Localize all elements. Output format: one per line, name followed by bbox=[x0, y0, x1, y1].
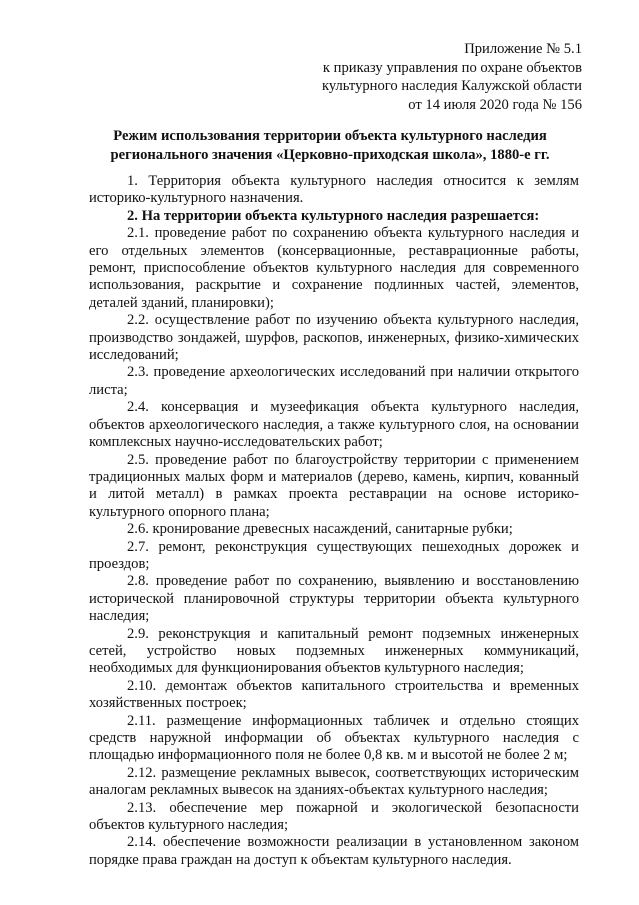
appendix-order-ref: к приказу управления по охране объектов bbox=[322, 59, 582, 76]
item-2-2: 2.2. осуществление работ по изучению объекта культурного наследия, производство зондажей, шурфов, раскопов, инженерных, физико-химических исследований; bbox=[89, 312, 579, 364]
document-title bbox=[70, 127, 590, 164]
appendix-block bbox=[322, 40, 582, 114]
item-2-13: 2.13. обеспечение мер пожарной и экологической безопасности объектов культурного наследия; bbox=[89, 799, 579, 834]
paragraph-1: 1. Территория объекта культурного наследия относится к землям историко-культурного назначения. bbox=[89, 173, 579, 207]
item-2-5: 2.5. проведение работ по благоустройству территории с применением традиционных малых форм и материалов (дерево, камень, кирпич, кованный и литой металл) в рамках проекта реставрации на основе историко-культурного опорного плана; bbox=[89, 451, 579, 520]
item-2-4: 2.4. консервация и музеефикация объекта культурного наследия, объектов археологического наследия, а также культурного слоя, на основании комплексных научно-исследовательских работ; bbox=[89, 399, 579, 451]
section-heading: 2. На территории объекта культурного наследия разрешается: bbox=[127, 207, 540, 224]
item-2-8: 2.8. проведение работ по сохранению, выявлению и восстановлению исторической планировочной структуры территории объекта культурного наследия; bbox=[89, 573, 579, 625]
item-2-1: 2.1. проведение работ по сохранению объекта культурного наследия и его отдельных элементов (консервационные, реставрационные работы, ремонт, приспособление объектов культурного наследия для современного использования, раскрытие и сохранение подлинных частей, элементов, деталей зданий, планировки); bbox=[89, 225, 579, 311]
appendix-date: от 14 июля 2020 года № 156 bbox=[408, 96, 582, 113]
appendix-number: Приложение № 5.1 bbox=[464, 41, 582, 57]
document-body bbox=[89, 173, 579, 869]
item-2-7: 2.7. ремонт, реконструкция существующих пешеходных дорожек и проездов; bbox=[89, 538, 579, 572]
item-2-10: 2.10. демонтаж объектов капитального строительства и временных хозяйственных построек; bbox=[89, 677, 579, 712]
title-line-2: регионального значения «Церковно-приходская школа», 1880-е гг. bbox=[110, 146, 550, 163]
title-line-1: Режим использования территории объекта культурного наследия bbox=[113, 128, 547, 144]
item-2-3: 2.3. проведение археологических исследований при наличии открытого листа; bbox=[89, 364, 579, 398]
item-2-9: 2.9. реконструкция и капитальный ремонт подземных инженерных сетей, устройство новых подземных инженерных коммуникаций, необходимых для функционирования объектов культурного наследия; bbox=[89, 625, 579, 677]
item-2-12: 2.12. размещение рекламных вывесок, соответствующих историческим аналогам рекламных вывесок на зданиях-объектах культурного наследия; bbox=[89, 764, 579, 799]
item-2-11: 2.11. размещение информационных табличек и отдельно стоящих средств наружной информации об объектах культурного наследия с площадью информационного поля не более 0,8 кв. м и высотой не более 2 м; bbox=[89, 712, 579, 764]
item-2-14: 2.14. обеспечение возможности реализации в установленном законом порядке права граждан на доступ к объектам культурного наследия. bbox=[89, 834, 579, 868]
item-2-6: 2.6. кронирование древесных насаждений, санитарные рубки; bbox=[127, 521, 513, 538]
appendix-authority: культурного наследия Калужской области bbox=[321, 78, 582, 94]
